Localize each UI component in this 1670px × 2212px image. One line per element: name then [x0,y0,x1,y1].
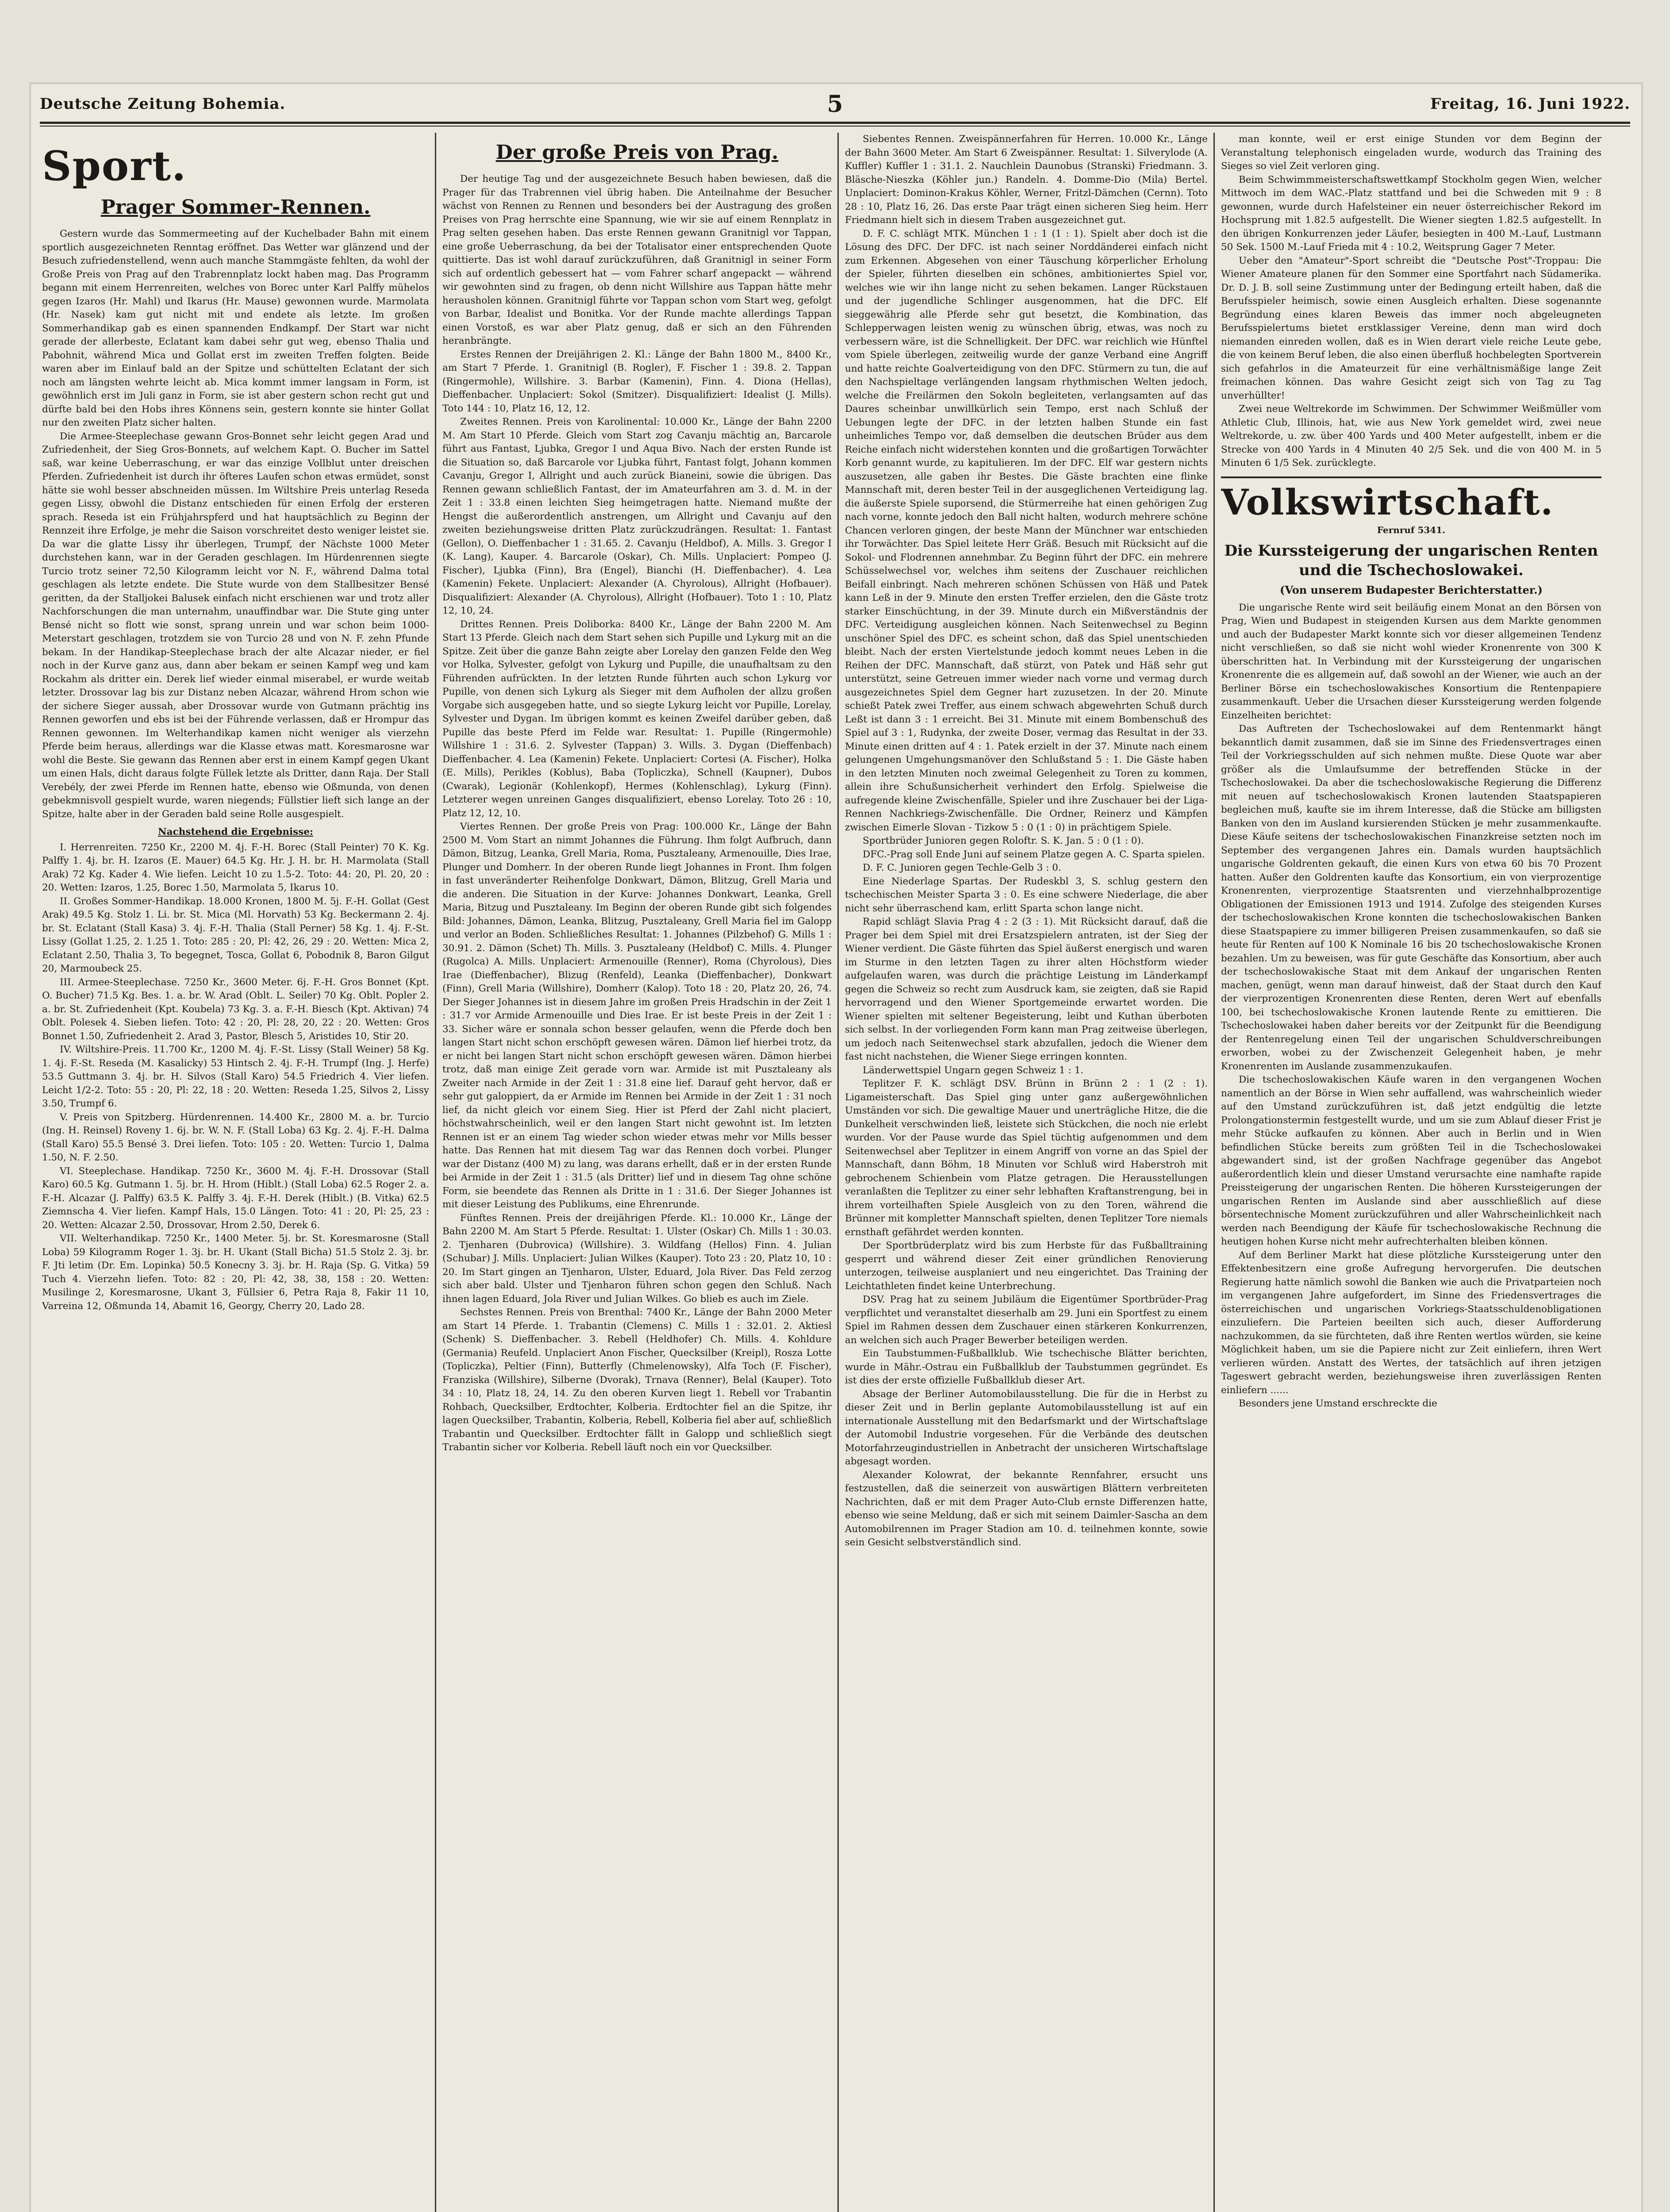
column-grand-prix [442,133,832,2212]
section-rule [1221,476,1601,478]
column-divider [837,133,839,2212]
column-divider [1213,133,1215,2212]
article-paragraph: Teplitzer F. K. schlägt DSV. Brünn in Brünn 2 : 1 (2 : 1). Ligameisterschaft. Das Spiel ging unter ganz außergewöhnlichen Umständen vor sich. Die gewaltige Mauer und unerträgliche Hitze, die die Dunkelheit verschwinden ließ, leistete sich Stückchen, die noch nie erlebt wurden. Vor der Pause wurde das Spiel tüchtig aufgenommen und dem Seitenwechsel aber Teplitzer in einem Angriff von vorne an das Spiel der Mannschaft, dann Böhm, 18 Minuten vor Schluß wird Haberstroh mit gebrochenem Schienbein vom Platze getragen. Die Herausstellungen veranlaßten die Teplitzer zu einer sehr lebhaften Kraftanstrengung, bei in ihrem vorteilhaften Spiele Ausgleich von zu den Toren, während die Brünner mit kompletter Mannschaft spielten, denen Teplitzer Tore niemals ernsthaft gefährdet werden konnten. [845,1078,1208,1238]
article-paragraph: D. F. C. schlägt MTK. München 1 : 1 (1 : 1). Spielt aber doch ist die Lösung des DFC. Der DFC. ist nach seiner Norddänderei einfach nicht zum Erkennen. Abgesehen von einer Täuschung körperlicher Erholung der Spieler, führten dieselben ein schönes, ambitioniertes Spiel vor, welches wie wir ihn lange nicht zu sehen bekamen. Langer Rückstauen und der jugendliche Schlinger ausgenommen, hat die DFC. Elf sieggewährig alle Pferde sehr gut besetzt, die Kombination, das Schlepperwagen leisten wenig zu wünschen übrig, etwas, was noch zu verbessern wäre, ist die Schnelligkeit. Der DFC. war reichlich wie Hünftel vom Spiele überlegen, zeitweilig wurde der ganze Verband eine Angriff und hatte reichte Goalverteidigung von den DFC. Stürmern zu tun, die auf den Nachspieltage verlängenden langsam rhythmischen Welten jedoch, welche die Freilärmen den Sokoln begleiteten, verlangsamten auf das Daures scheinbar unwillkürlich sein Tempo, erst nach Schluß der Uebungen legte der DFC. in der letzten halben Stunde ein fast unheimliches Tempo vor, daß demselben die deutschen Brüder aus dem Reiche einfach nicht widerstehen konnten und die großartigen Torwächter Korb genannt wurde, zu kapitulieren. Im der DFC. Elf war gestern nichts auszusetzen, alle gaben ihr Bestes. Die Gäste brachten eine flinke Mannschaft mit, deren bester Teil in der ausgeglichenen Verteidigung lag. die äußerste Spiele suporsend, die Stürmerreihe hat einen gehörigen Zug nach vorne, konnte jedoch den Ball nicht halten, wodurch mehrere schöne Chancen verloren gingen, der beste Mann der Münchner war entschieden ihr Torwächter. Das Spiel leitete Herr Gräß. Besuch mit Rücksicht auf die Sokol- und Flodrennen annehmbar. Zu Beginn führt der DFC. ein mehrere Schüsselwechsel vor, welches ihm seitens der Zuschauer reichlichen Beifall einbringt. Nach mehreren schönen Schüssen von Häß und Patek kann Leß in der 9. Minute den ersten Treffer erzielen, den die Gäste trotz starker Einschüchtung, in der 39. Minute durch ein Mißverständnis der DFC. Verteidigung ausgleichen können. Nach Seitenwechsel zu Beginn unschöner Spiel des DFC. es scheint schon, daß das Spiel unentschieden bleibt. Nach der ersten Viertelstunde jedoch kommt neues Leben in die Reihen der DFC. Mannschaft, daß stürzt, von Patek und Häß sehr gut unterstützt, seine Getreuen immer wieder nach vorne und vermag durch ausgezeichnetes Spiel dem Gegner hart zuzusetzen. In der 20. Minute schießt Patek zwei Treffer, aus einem schwach abgewehrten Schuß durch Leßt ist dann 3 : 1 erreicht. Bei 31. Minute mit einem Bombenschuß des Spiel auf 3 : 1, Rudynka, der zweite Doser, vermag das Resultat in der 33. Minute einen dritten auf 4 : 1. Patek erzielt in der 37. Minute nach einem gelungenen Umgehungsmanöver den Schlußstand 5 : 1. Die Gäste haben in den letzten Minuten noch zweimal Gelegenheit zu Toren zu kommen, allein ihre Schußunsicherheit verhindert den Erfolg. Spielweise die aufregende kleine Zwischenfälle, Spieler und ihre Zuschauer bei der Liga-Rennen Nachkriegs-Zwischenfälle. Die Ordner, Reinerz und Kämpfen zwischen Eimerle Slovan - Tizkow 5 : 0 (1 : 0) in prächtigem Spiele. [845,228,1208,833]
article-paragraph: D. F. C. Junioren gegen Techle-Gelb 3 : 0. [863,862,1061,873]
article-paragraph: Viertes Rennen. Der große Preis von Prag: 100.000 Kr., Länge der Bahn 2500 M. Vom Start an nimmt Johannes die Führung. Ihm folgt Aufbruch, dann Dämon, Bitzug, Leanka, Grell Maria, Roma, Pusztaleany, Armenouille, Dies Irae, Plunger und Domherr. In der oberen Runde liegt Johannes in Front. Ihm folgen in fast unveränderter Reihenfolge Donkwart, Dämon, Blitzug, Grell Maria und die anderen. Die Situation in der Kurve: Johannes Donkwart, Leanka, Grell Maria, Bitzug und Pusztaleany. Im Beginn der oberen Runde gibt sich folgendes Bild: Johannes, Dämon, Leanka, Blitzug, Pusztaleany, Grell Maria fiel im Galopp und verlor an Boden. Schließliches Resultat: 1. Johannes (Pilzbehof) G. Mills 1 : 30.91. 2. Dämon (Schet) Th. Mills. 3. Pusztaleany (Heldbof) C. Mills. 4. Plunger (Rugolca) A. Mills. Unplaciert: Armenouille (Renner), Roma (Chyrolous), Dies Irae (Dieffenbacher), Blizug (Renfeld), Leanka (Dieffenbacher), Donkwart (Finn), Grell Maria (Willshire), Domherr (Kalop). Toto 18 : 20, Platz 20, 26, 74. Der Sieger Johannes ist in diesem Jahre im großen Preis Hradschin in der Zeit 1 : 31.7 vor Armide Armenouille und Dies Irae. Er ist beste Preis in der Zeit 1 : 33. Sicher wäre er sonnala schon besser gelaufen, wenn die Pferde doch ben langen Start nicht schon erschöpft gewesen wären. Dämon lief hierbei trotz, da er nicht bei langen Start nicht schon erschöpft gewesen wären. Dämon hierbei trotz, daß man einige Zeit gerade vorn war. Armide ist mit Pusztaleany als Zweiter nach Armide in der Zeit 1 : 31.8 eine lief. Darauf geht hervor, daß er sehr gut galoppiert, da er Armide im Rennen bei Armide in der Zeit 1 : 31 noch lief, da nicht gleich vor einem Sieg. Hier ist Pferd der Zahl nicht placiert, höchstwahrscheinlich, weil er den langen Start nicht gewohnt ist. Im letzten Rennen ist er an einem Tag wieder schon wieder etwas mehr vor Mills besser hatte. Das Rennen hat mit diesem Tag war das Rennen doch vorbei. Plunger war der Distanz (400 M) zu lang, was darans erhellt, daß er in der ersten Runde bei Armide in der Zeit 1 : 31.5 (als Dritter) lief und in diesem Tag ohne schöne Form, sie beendete das Rennen als Dritte in 1 : 31.6. Der Sieger Johannes ist mit dieser Leistung des Publikums, eine Ehrenrunde. [442,821,832,1210]
issue-date: Freitag, 16. Juni 1922. [1430,95,1630,113]
article-paragraph: Alexander Kolowrat, der bekannte Rennfahrer, ersucht uns festzustellen, daß die seinerzeit von auswärtigen Blättern verbreiteten Nachrichten, daß er mit dem Prager Auto-Club ernste Differenzen hatte, ebenso wie seine Meldung, daß er sich mit seinem Daimler-Sascha an dem Automobilrennen im Prager Stadion am 10. d. teilnehmen konnte, sowie sein Gesicht selbstverständlich sind. [845,1469,1208,1548]
article-paragraph: Erstes Rennen der Dreijährigen 2. Kl.: Länge der Bahn 1800 M., 8400 Kr., am Start 7 Pferde. 1. Granitnigl (B. Rogler), F. Fischer 1 : 39.8. 2. Tappan (Ringermohle), Willshire. 3. Barbar (Kamenin), Finn. 4. Diona (Hellas), Dieffenbacher. Unplaciert: Sokol (Smitzer). Disqualifiziert: Idealist (J. Mills). Toto 144 : 10, Platz 16, 12, 12. [442,349,832,414]
article-paragraph: Absage der Berliner Automobilausstellung. Die für die in Herbst zu dieser Zeit und in Berlin geplante Automobilausstellung ist auf ein internationale Ausstellung mit den Bedarfsmarkt und der Wirtschaftslage der Automobil Industrie vorgesehen. Für die Verbände des deutschen Motorfahrzeugindustriellen in Anbetracht der unsicheren Wirtschaftslage abgesagt worden. [845,1388,1208,1467]
page-number: 5 [827,91,843,118]
result-entry: V. Preis von Spitzberg. Hürdenrennen. 14.400 Kr., 2800 M. a. br. Turcio (Ing. H. Reinsel) Roveny 1. 6j. br. W. N. F. (Stall Loba) 63 Kg. 2. 4j. F.-H. Dalma (Stall Karo) 55.5 Bensé 3. Drei liefen. Toto: 105 : 20. Wetten: Turcio 1, Dalma 1.50, N. F. 2.50. [42,1111,429,1163]
result-entry: I. Herrenreiten. 7250 Kr., 2200 M. 4j. F.-H. Borec (Stall Peinter) 70 K. Kg. Palffy 1. 4j. br. H. Izaros (E. Mauer) 64.5 Kg. Hr. J. H. br. H. Marmolata (Stall Arak) 72 Kg. Kader 4. Wie liefen. Leicht 10 zu 1.5-2. Toto: 44: 20, Pl. 20, 20 : 20. Wetten: Izaros, 1.25, Borec 1.50, Marmolata 5, Ikarus 10. [42,841,429,893]
column-economy [1221,133,1601,2212]
article-paragraph: Länderwettspiel Ungarn gegen Schweiz 1 : 1. [863,1064,1084,1076]
result-entry: II. Großes Sommer-Handikap. 18.000 Kronen, 1800 M. 5j. F.-H. Gollat (Gest Arak) 49.5 Kg. Stolz 1. Li. br. St. Mica (Ml. Horvath) 53 Kg. Beckermann 2. 4j. br. St. Eclatant (Stall Kasa) 3. 4j. F.-H. Thalia (Stall Perner) 58 Kg. 1. 4j. F.-St. Lissy (Gollat 1.25, 2. 1.25 1. Toto: 285 : 20, Pl: 42, 26, 29 : 20. Wetten: Mica 2, Eclatant 2.50, Thalia 3, To begegnet, Tosca, Gollat 6, Pobodnik 8, Baron Gilgut 20, Marmoubeck 25. [42,895,429,974]
header-rule [40,122,1630,124]
article-paragraph: Der heutige Tag und der ausgezeichnete Besuch haben bewiesen, daß die Prager für das Trabrennen viel übrig haben. Die Anteilnahme der Besucher wächst von Rennen zu Rennen und besonders bei der Austragung des großen Preises von Prag herrschte eine Spannung, wie wir sie auf einem Rennplatz in Prag selten gesehen haben. Das erste Rennen gewann Granitnigl vor Tappan, eine große Ueberraschung, da bei der Totalisator einer entsprechenden Quote quittierte. Das ist wohl darauf zurückzuführen, daß Granitnigl in seiner Form sich auf ordentlich gebessert hat — vom Fahrer scharf angepackt — während wir gewohnten sind zu fragen, ob denn nicht Willshire aus Tappan hätte mehr herausholen können. Granitnigl führte vor Tappan schon vom Start weg, gefolgt von Barbar, Idealist und Bonitka. Vor der Runde machte allerdings Tappan einen Vorstoß, es war aber Platz genug, daß er sich an den Führenden heranbrängte. [442,173,832,346]
article-paragraph: Das Auftreten der Tschechoslowakei auf dem Rentenmarkt hängt bekanntlich damit zusammen, daß sie im Sinne des Friedensvertrages einen Teil der Vorkriegsschulden auf sich nehmen mußte. Diese Quote war aber größer als die Umlaufsumme der betreffenden Stücke in der Tschechoslowakei. Da aber die tschechoslowakische Regierung die Differenz mit neuen auf tschechoslowakisch Kronen lautenden Staatspapieren begleichen muß, kaufte sie im ihrem Interesse, daß die Stücke am billigsten Banken von den im Ausland kursierenden Stücken je mehr zusammenkaufte. Diese Käufe seitens der tschechoslowakischen Finanzkreise setzten noch im September des vergangenen Jahres ein. Damals wurden hauptsächlich ungarische Goldrenten gekauft, die einen Kurs von etwa 60 bis 70 Prozent hatten. Außer den Goldrenten kaufte das Konsortium, ein von vierprozentige Kronenrenten, vierprozentige Staatsrenten und vierzehnhalbprozentige Obligationen der Emissionen 1913 und 1914. Zufolge des steigenden Kurses der tschechoslowakischen Krone konnten die tschechoslowakischen Banken diese Staatspapiere zu immer billigeren Preisen zusammenkaufen, so daß sie heute für Renten auf 100 K Nominale 16 bis 20 tschechoslowakische Kronen bezahlen. Um zu beweisen, was für gute Geschäfte das Konsortium, aber auch der tschechoslowakische Staat mit dem Ankauf der ungarischen Renten machen, genügt, wenn man darauf hinweist, daß der Staat durch den Kauf der vierprozentigen Kronenrenten diese Renten, deren Wert auf ebenfalls 100, bei tschechoslowakische Kronen lautende Rente zu emittieren. Die Tschechoslowakei haben daher bereits vor der Zeitpunkt für die Beendigung der Rentenregelung einen Teil der ungarischen Schuldverschreibungen erworben, wobei zu der Zwischenzeit Gelegenheit haben, je mehr Kronenrenten im Auslande zusammenzukaufen. [1221,723,1601,1072]
article-paragraph: Siebentes Rennen. Zweispännerfahren für Herren. 10.000 Kr., Länge der Bahn 3600 Meter. Am Start 6 Zweispänner. Resultat: 1. Silverylode (A. Kuffler) Kuffler 1 : 31.1. 2. Nauchlein Daunobus (Stranski) Friedmann. 3. Bläsche-Nieszka (Köhler jun.) Randeln. 4. Domme-Dio (Mila) Bertel. Unplaciert: Dominon-Krakus Köhler, Werner, Fritzl-Dämchen (Cernn). Toto 28 : 10, Platz 16, 26. Das erste Paar trägt einen sicheren Sieg heim. Herr Friedmann hielt sich in diesem Traben ausgezeichnet gut. [845,134,1208,226]
result-entry: VI. Steeplechase. Handikap. 7250 Kr., 3600 M. 4j. F.-H. Drossovar (Stall Karo) 60.5 Kg. Gutmann 1. 5j. br. H. Hrom (Hiblt.) (Stall Loba) 62.5 Roger 2. a. F.-H. Alcazar (J. Palffy) 63.5 K. Palffy 3. 4j. F.-H. Derek (Hiblt.) (B. Vitka) 62.5 Ziemnscha 4. Vier liefen. Kampf Hals, 15.0 Längen. Toto: 41 : 20, Pl: 25, 23 : 20. Wetten: Alcazar 2.50, Drossovar, Hrom 2.50, Derek 6. [42,1165,429,1231]
article-paragraph: Zwei neue Weltrekorde im Schwimmen. Der Schwimmer Weißmüller vom Athletic Club, Illinois, hat, wie aus New York gemeldet wird, zwei neue Weltrekorde, u. zw. über 400 Yards und 400 Meter aufgestellt, inbem er die Strecke von 400 Yards in 4 Minuten 40 2/5 Sek. und die von 400 M. in 5 Minuten 6 1/5 Sek. zurücklegte. [1221,403,1601,469]
article-paragraph: Drittes Rennen. Preis Doliborka: 8400 Kr., Länge der Bahn 2200 M. Am Start 13 Pferde. Gleich nach dem Start sehen sich Pupille und Lykurg mit an die Spitze. Zeit über die ganze Bahn zeigte aber Lorelay den ganzen Felde den Weg vor Holka, Sylvester, gefolgt von Lykurg und Pupille, die unaufhaltsam zu den Führenden aufrückten. In der letzten Runde führten auch schon Lykurg vor Pupille, von denen sich Lykurg als Sieger mit dem Aufholen der allzu großen Vorgabe sich ausgegeben hatte, und so siegte Lykurg leicht vor Pupille, Lorelay, Sylvester und Dygan. Im übrigen kommt es keinen Zweifel darüber geben, daß Pupille das beste Pferd im Felde war. Resultat: 1. Pupille (Ringermohle) Willshire 1 : 31.6. 2. Sylvester (Tappan) 3. Wills. 3. Dygan (Dieffenbach) Dieffenbacher. 4. Lea (Kamenin) Fekete. Unplaciert: Cortesi (A. Fischer), Holka (E. Mills), Perikles (Koblus), Baba (Topliczka), Schnell (Kaupner), Dubos (Cwarak), Legionär (Kohlenkopf), Hermes (Kohlenschlag), Lykurg (Finn). Letzterer wegen unreinen Ganges disqualifiziert, ebenso Lorelay. Toto 26 : 10, Platz 12, 12, 10. [442,618,832,819]
page-header [40,91,1630,117]
article-paragraph: Beim Schwimmmeisterschaftswettkampf Stockholm gegen Wien, welcher Mittwoch im dem WAC.-Platz stattfand und bei die Schweden mit 9 : 8 gewonnen, wurde durch Hafelsteiner ein neuer österreichischer Rekord im Hochsprung mit 1.82.5 aufgestellt. Die Wiener siegten 1.82.5 aufgestellt. In den übrigen Konkurrenzen jeder Läufer, besiegten in 400 M.-Lauf, Lustmann 50 Sek. 1500 M.-Lauf Frieda mit 4 : 10.2, Weitsprung Gager 7 Meter. [1221,174,1601,253]
article-paragraph: Ein Taubstummen-Fußballklub. Wie tschechische Blätter berichten, wurde in Mähr.-Ostrau ein Fußballklub der Taubstummen gegründet. Es ist dies der erste offizielle Fußballklub dieser Art. [845,1348,1208,1386]
header-rule-thin [40,126,1630,127]
article-paragraph: Die ungarische Rente wird seit beiläufig einem Monat an den Börsen von Prag, Wien und Budapest in steigenden Kursen aus dem Markte genommen und auch der Budapester Markt konnte sich vor dieser allgemeinen Tendenz nicht verschließen, so daß sie nicht wohl wieder Kronenrente von 300 K überschritten hat. In Verbindung mit der Kurssteigerung der ungarischen Kronenrente die es allgemein auf, daß sowohl an der Wiener, wie auch an der Berliner Börse ein tschechoslowakisches Konsortium die Rentenpapiere zusammenkauft. Ueber die Ursachen dieser Kurssteigerung werden folgende Einzelheiten berichtet: [1221,602,1601,721]
newspaper-name: Deutsche Zeitung Bohemia. [40,95,286,113]
article-paragraph: Eine Niederlage Spartas. Der Rudeskbl 3, S. schlug gestern den tschechischen Meister Sparta 3 : 0. Es eine schwere Niederlage, die aber nicht sehr überraschend kam, erlitt Sparta schon lange nicht. [845,876,1208,914]
article-title: Der große Preis von Prag. [495,141,779,164]
article-paragraph: DFC.-Prag soll Ende Juni auf seinem Platze gegen A. C. Sparta spielen. [863,849,1205,860]
column-divider [435,133,436,2212]
article-paragraph: Gestern wurde das Sommermeeting auf der Kuchelbader Bahn mit einem sportlich ausgezeichneten Renntag eröffnet. Das Wetter war glänzend und der Besuch zufriedenstellend, wenn auch manche Stammgäste fehlten, da wohl der Große Preis von Prag auf den Trabrennplatz lockt haben mag. Das Programm begann mit einem Herrenreiten, welches von Borec unter Karl Palffy mühelos gegen Izaros (Hr. Mahl) und Ikarus (Hr. Mause) gewonnen wurde. Marmolata (Hr. Nasek) kam gut nicht mit und endete als letzte. Im großen Sommerhandikap gab es einen spannenden Endkampf. Der Start war nicht gerade der allerbeste, Eclatant kam dabei sehr gut weg, ebenso Thalia und Pabohnit, während Mica und Gollat erst im zweiten Treffen folgten. Beide waren aber im Einlauf bald an der Spitze und schüttelten Eclatant der sich noch am längsten wehrte leicht ab. Mica kommt immer langsam in Form, ist gewöhnlich erst im Juli ganz in Form, sie ist aber gestern schon recht gut und dürfte bald bei den Hobs ihres Könnens sein, gestern konnte sie hinter Gollat nur den zweiten Platz sicher halten. [42,228,429,428]
article-paragraph: Sportbrüder Junioren gegen Roloftr. S. K. Jan. 5 : 0 (1 : 0). [863,835,1144,846]
article-paragraph: Zweites Rennen. Preis von Karolinental: 10.000 Kr., Länge der Bahn 2200 M. Am Start 10 Pferde. Gleich vom Start zog Cavanju mächtig an, Barcarole führt aus Fantast, Ljubka, Gregor I und Aqua Bivo. Nach der ersten Runde ist die Situation so, daß Barcarole vor Ljubka führt, Fantast folgt, Johann kommen Cavanju, Gregor I, Allright und auch zurück Bianeini, sowie die übrigen. Das Rennen gewann schließlich Fantast, der im Amateurfahren am 3. d. M. in der Zeit 1 : 33.8 einen leichten Sieg heimgetragen hatte. Niemand mußte der Hengst die außerordentlich anstrengen, um Allright und Cavanju auf den zweiten beziehungsweise dritten Platz zurückzudrängen. Resultat: 1. Fantast (Gellon), O. Dieffenbacher 1 : 31.65. 2. Cavanju (Heldbof), A. Mills. 3. Gregor I (K. Lang), Kauper. 4. Barcarole (Oskar), Ch. Mills. Unplaciert: Pompeo (J. Fischer), Ljubka (Finn), Bra (Engel), Bianchi (H. Dieffenbacher). 4. Lea (Kamenin) Fekete. Unplaciert: Alexander (A. Chyrolous), Allright (Hofbauer). Disqualifiziert: Alexander (A. Chyrolous), Allright (Hofbauer). Toto 1 : 10, Platz 12, 10, 24. [442,416,832,616]
article-paragraph: Die tschechoslowakischen Käufe waren in den vergangenen Wochen namentlich an der Börse in Wien sehr auffallend, was wahrscheinlich wieder auf den Umstand zurückzuführen ist, daß jetzt endgültig die letzte Prolongationstermin festgestellt wurde, und um sie zum Ablauf dieser Frist je mehr Stücke aufkaufen zu können. Aber auch in Berlin und in Wien befindlichen Stücke bereits zum größten Teil in die Tschechoslowakei abgewandert sind, ist der großen Nachfrage gegenüber das Angebot außerordentlich klein und dieser Umstand verursachte eine namhafte rapide Preissteigerung der ungarischen Renten. Die höheren Kurssteigerungen der ungarischen Renten im Auslande sind aber ausschließlich auf diese börsentechnische Moment zurückzuführen und aller Wahrscheinlichkeit nach werden nach Beendigung der Käufe für tschechoslowakische Rechnung die heutigen hohen Kurse nicht mehr aufrechterhalten bleiben können. [1221,1074,1601,1247]
result-entry: VII. Welterhandikap. 7250 Kr., 1400 Meter. 5j. br. St. Koresmarosne (Stall Loba) 59 Kilogramm Roger 1. 3j. br. H. Ukant (Stall Bicha) 51.5 Stolz 2. 3j. br. F. Jti letim (Dr. Em. Lopinka) 50.5 Konecny 3. 3j. br. H. Raja (Sp. G. Vitka) 59 Tuch 4. Vierzehn liefen. Toto: 82 : 20, Pl: 42, 38, 38, 158 : 20. Wetten: Musilinge 2, Koresmarosne, Ukant 3, Füllsier 6, Petra Raja 8, Fakir 11 10, Varreina 12, Oßmunda 14, Abamit 16, Georgy, Cherry 20, Lado 28. [42,1233,429,1312]
results-heading: Nachstehend die Ergebnisse: [158,826,313,837]
article-paragraph: man konnte, weil er erst einige Stunden vor dem Beginn der Veranstaltung telephonisch eingeladen wurde, wodurch das Training des Sieges so viel Zeit verloren ging. [1221,134,1601,172]
article-paragraph: Ueber den "Amateur"-Sport schreibt die "Deutsche Post"-Troppau: Die Wiener Amateure planen für den Sommer eine Sportfahrt nach Südamerika. Dr. D. J. B. soll seine Zustimmung unter der Bedingung erteilt haben, daß die Berufsspieler heimisch, sowie einen Ausgleich erhalten. Diese sogenannte Begründung eines klaren Beweis das immer noch abgeleugneten Berufsspielertums bietet erstklassiger Vereine, denn man wird doch niemanden einreden wollen, daß es in Wien derart viele reiche Leute gebe, die von keinem Beruf leben, die also einen überfluß hochbelegten Sportverein sich gefahrlos in die Amateurzeit für eine verhältnismäßige lange Zeit freimachen können. Das wahre Gesicht zeigt sich von Tag zu Tag unverhüllter! [1221,255,1601,401]
article-paragraph: DSV. Prag hat zu seinem Jubiläum die Eigentümer Sportbrüder-Prag verpflichtet und veranstaltet dieserhalb am 29. Juni ein Sportfest zu einem Spiel im Rahmen dessen dem Zuschauer einen stärkeren Konkurrenzen, an welchen sich auch Prager Bewerber beteiligen werden. [845,1294,1208,1346]
column-sport [42,133,429,2212]
article-paragraph: Fünftes Rennen. Preis der dreijährigen Pferde. Kl.: 10.000 Kr., Länge der Bahn 2200 M. Am Start 5 Pferde. Resultat: 1. Ulster (Oskar) Ch. Mills 1 : 30.03. 2. Tjenharen (Dubrovica) (Willshire). 3. Wildfang (Hellos) Finn. 4. Julian (Schubar) J. Mills. Unplaciert: Julian Wilkes (Kauper). Toto 23 : 20, Platz 10, 10 : 20. Im Start gingen an Tjenharon, Ulster, Eduard, Jola River. Das Feld zerzog sich aber bald. Ulster und Tjenharon führen schon gegen den Schluß. Nach ihnen lagen Eduard, Jola River und Julian Wilkes. Go blieb es auch im Ziele. [442,1212,832,1305]
byline: (Von unserem Budapester Berichterstatter.) [1279,583,1543,596]
article-title: Die Kurssteigerung der ungarischen Renten und die Tschechoslowakei. [1224,541,1598,579]
article-paragraph: Rapid schlägt Slavia Prag 4 : 2 (3 : 1). Mit Rücksicht darauf, daß die Prager bei dem Spiel mit drei Ersatzspielern antraten, ist der Sieg der Wiener verdient. Die Gäste führten das Spiel äußerst energisch und waren im Sturme in den letzten Tagen zu ihrer alten Höchstform wieder aufgelaufen waren, was durch die prächtige Leistung im Länderkampf gegen die Schweiz so recht zum Ausdruck kam, sie zeigten, daß sie Rapid hervorragend und den Wiener Sportgemeinde erwartet worden. Die Wiener spielten mit seltener Begeisterung, leibt und Kuthan überboten sich selbst. In der vorliegenden Form kann man Prag zeitweise überlegen, um jedoch nach Seitenwechsel stark abzufallen, jedoch die Wiener dem fast nicht nachstehen, die Wiener Siege erringen konnten. [845,916,1208,1062]
article-paragraph: Sechstes Rennen. Preis von Brenthal: 7400 Kr., Länge der Bahn 2000 Meter am Start 14 Pferde. 1. Trabantin (Clemens) C. Mills 1 : 32.01. 2. Aktiesl (Schenk) S. Dieffenbacher. 3. Rebell (Heldhofer) Ch. Mills. 4. Kohldure (Germania) Reufeld. Unplaciert Anon Fischer, Quecksilber (Kreipl), Rosza Lotte (Topliczka), Peltier (Finn), Butterfly (Chmelenowsky), Alfa Toch (F. Fischer), Franziska (Willshire), Silberne (Dvorak), Trnava (Renner), Belal (Kauper). Toto 34 : 10, Platz 18, 24, 14. Zu den oberen Kurven liegt 1. Rebell vor Trabantin Rohbach, Quecksilber, Erdtochter, Kolberia. Erdtochter fiel an die Spitze, ihr lagen Quecksilber, Trabantin, Kolberia, Rebell, Kolberia fiel aber auf, schließlich Trabantin und Quecksilber. Erdtochter fällt in Galopp und schließlich siegt Trabantin sicher vor Kolberia. Rebell läuft noch ein vor Quecksilber. [442,1307,832,1453]
article-paragraph: Besonders jene Umstand erschreckte die [1239,1398,1437,1409]
section-title-economy: Volkswirtschaft. [1221,481,1554,523]
article-paragraph: Der Sportbrüderplatz wird bis zum Herbste für das Fußballtraining gesperrt und während dieser Zeit einer gründlichen Renovierung unterzogen, teilweise ausplaniert und neu eingerichtet. Das Training der Leichtathleten findet keine Unterbrechung. [845,1240,1208,1292]
phone-number: Fernruf 5341. [1377,524,1446,535]
column-football [845,133,1208,2212]
result-entry: IV. Wiltshire-Preis. 11.700 Kr., 1200 M. 4j. F.-St. Lissy (Stall Weiner) 58 Kg. 1. 4j. F.-St. Reseda (M. Kasalicky) 53 Hintsch 2. 4j. F.-H. Trumpf (Ing. J. Herfe) 53.5 Guttmann 3. 4j. br. H. Silvos (Stall Karo) 54.5 Friedrich 4. Vier liefen. Leicht 1/2-2. Toto: 55 : 20, Pl: 22, 18 : 20. Wetten: Reseda 1.25, Silvos 2, Lissy 3.50, Trumpf 6. [42,1044,429,1109]
article-paragraph: Die Armee-Steeplechase gewann Gros-Bonnet sehr leicht gegen Arad und Zufriedenheit, der Sieg Gros-Bonnets, auf welchem Kapt. O. Bucher im Sattel saß, war keine Ueberraschung, er war das einzige Vollblut unter dreischen Pferden. Zufriedenheit ist durch ihr öfteres Laufen schon etwas ermüdet, sonst hätte sie wohl besser abschneiden müssen. Im Wiltshire Preis unterlag Reseda gegen Lissy, obwohl die Distanz entschieden für einen Erfolg der ersteren sprach. Reseda ist ein Frühjahrspferd und hat hauptsächlich zu Beginn der Rennzeit ihre Erfolge, je mehr die Saison vorschreitet desto weniger leistet sie. Da war die glatte Lissy ihr überlegen, Trumpf, der Nächste 1000 Meter durchstehen kann, war in der Geraden geschlagen. Im Hürdenrennen siegte Turcio trotz seiner 72,50 Kilogramm leicht vor N. F., während Dalma total geschlagen als letzte endete. Die Stute wurde von dem Stallbesitzer Bensé geritten, da der Stalljokei Balusek einfach nicht erschienen war und trotz aller Nachforschungen die man unternahm, unauffindbar war. Die Stute ging unter Bensé nicht so flott wie sonst, sprang unrein und war schon beim 1000-Meterstart geschlagen, trotzdem sie von Turcio 28 und von N. F. zehn Pfunde bekam. In der Handikap-Steeplechase brach der alte Alcazar nieder, er fiel noch in der Kurve ganz aus, dann aber bekam er seinen Kampf weg und kam Rockahm als dritter ein. Derek lief wieder einmal miserabel, er wurde weitab letzter. Drossovar lag bis zur Distanz neben Alcazar, während Hrom schon wie der sichere Sieger aussah, aber Drossovar wurde von Gutmann prächtig ins Rennen geworfen und ebs ist bei der Führende verlassen, daß er Hrompur das Rennen gewonnen. Im Welterhandikap kamen nicht weniger als vierzehn Pferde beim heraus, allerdings war die Klasse etwas matt. Koresmarosne war wohl die Beste. Sie gewann das Rennen aber erst in einem Kampf gegen Ukant um einen Hals, dicht daraus folgte Füllek letzte als Dritter, dann Raja. Der Stall Verebély, der zwei Pferde im Rennen hatte, ebenso wie Oßmunda, von denen gebekmnisvoll gespielt wurde, waren niegends; Füllstier lieft sich lange an der Spitze, halte aber in der Geraden bald seine Rolle ausgespielt. [42,430,429,820]
article-paragraph: Auf dem Berliner Markt hat diese plötzliche Kurssteigerung unter den Effektenbesitzern eine große Aufregung hervorgerufen. Die deutschen Regierung hatte nämlich sowohl die Banken wie auch die Privatparteien noch im vergangenen Jahre aufgefordert, im Sinne des Friedensvertrages die österreichischen und ungarischen Vorkriegs-Staatsschuldenobligationen einzuliefern. Die Parteien beeilten sich auch, dieser Aufforderung nachzukommen, da sie fürchteten, daß ihre Renten wertlos würden, sie keine Möglichkeit haben, um sie die Papiere nicht zur Zeit einliefern, ihren Wert verlieren würden. Anstatt des Wertes, der tatsächlich auf ihren jetzigen Tageswert gebracht werden, beziehungsweise ihren zuverlässigen Renten einliefern ...... [1221,1249,1601,1396]
section-title-sport: Sport. [42,142,187,190]
result-entry: III. Armee-Steeplechase. 7250 Kr., 3600 Meter. 6j. F.-H. Gros Bonnet (Kpt. O. Bucher) 71.5 Kg. Bes. 1. a. br. W. Arad (Oblt. L. Seiler) 70 Kg. Oblt. Popler 2. a. br. St. Zufriedenheit (Kpt. Koubela) 73 Kg. 3. a. F.-H. Biesch (Kpt. Aktivan) 74 Oblt. Polesek 4. Sieben liefen. Toto: 42 : 20, Pl: 28, 20, 22 : 20. Wetten: Gros Bonnet 1.50, Zufriedenheit 2. Arad 3, Pastor, Blesch 5, Aristides 10, Stir 20. [42,976,429,1042]
article-title: Prager Sommer-Rennen. [100,196,371,219]
